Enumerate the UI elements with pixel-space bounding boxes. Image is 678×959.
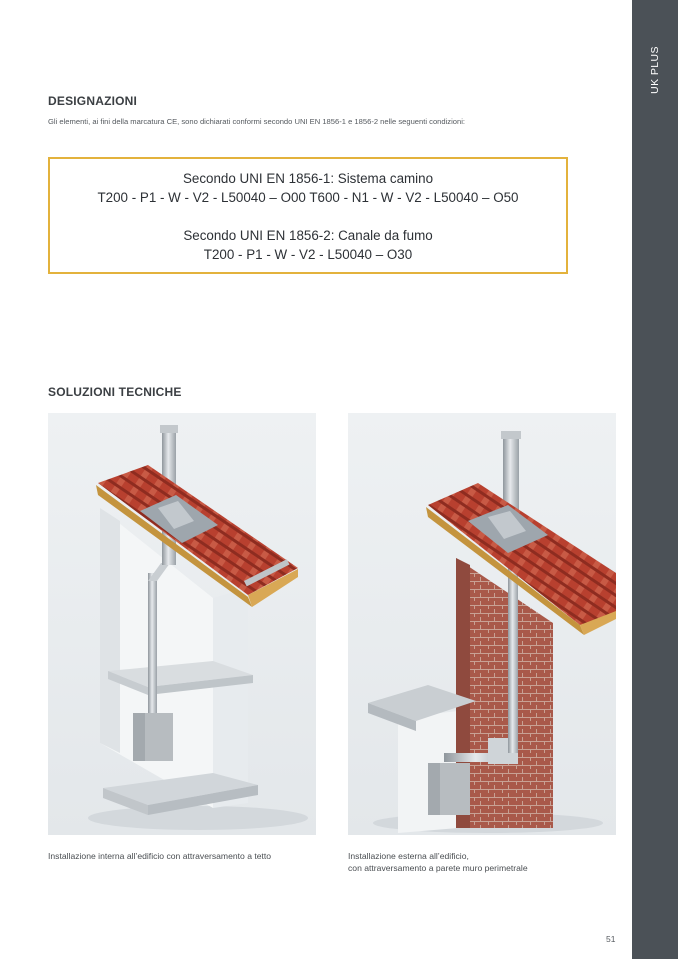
designation-line-1: Secondo UNI EN 1856-1: Sistema camino: [182, 171, 434, 186]
section-heading-soluzioni: SOLUZIONI TECNICHE: [48, 385, 182, 399]
page-number: 51: [606, 934, 616, 944]
caption-external-line-2: con attraversamento a parete muro perimetrale: [348, 863, 528, 873]
section-heading-designazioni: DESIGNAZIONI: [48, 94, 138, 108]
illustration-external-installation: [348, 413, 616, 835]
designation-box: [48, 157, 568, 274]
designation-line-2: T200 - P1 - W - V2 - L50040 – O00 T600 - N1 - W - V2 - L50040 – O50: [97, 190, 519, 205]
designazioni-intro: Gli elementi, ai fini della marcatura CE, sono dichiarati conformi secondo UNI EN 1856-1 e 1856-2 nelle seguenti condizioni:: [48, 117, 466, 126]
designation-line-3: Secondo UNI EN 1856-2: Canale da fumo: [183, 228, 433, 243]
designation-line-4: T200 - P1 - W - V2 - L50040 – O30: [203, 247, 413, 262]
caption-external-installation: [348, 850, 528, 874]
caption-internal-installation: Installazione interna all’edificio con attraversamento a tetto: [48, 851, 272, 861]
caption-external-line-1: Installazione esterna all’edificio,: [348, 851, 469, 861]
side-tab-label: UK PLUS: [649, 46, 661, 94]
illustration-internal-installation: [48, 413, 316, 835]
side-band: [632, 0, 678, 959]
